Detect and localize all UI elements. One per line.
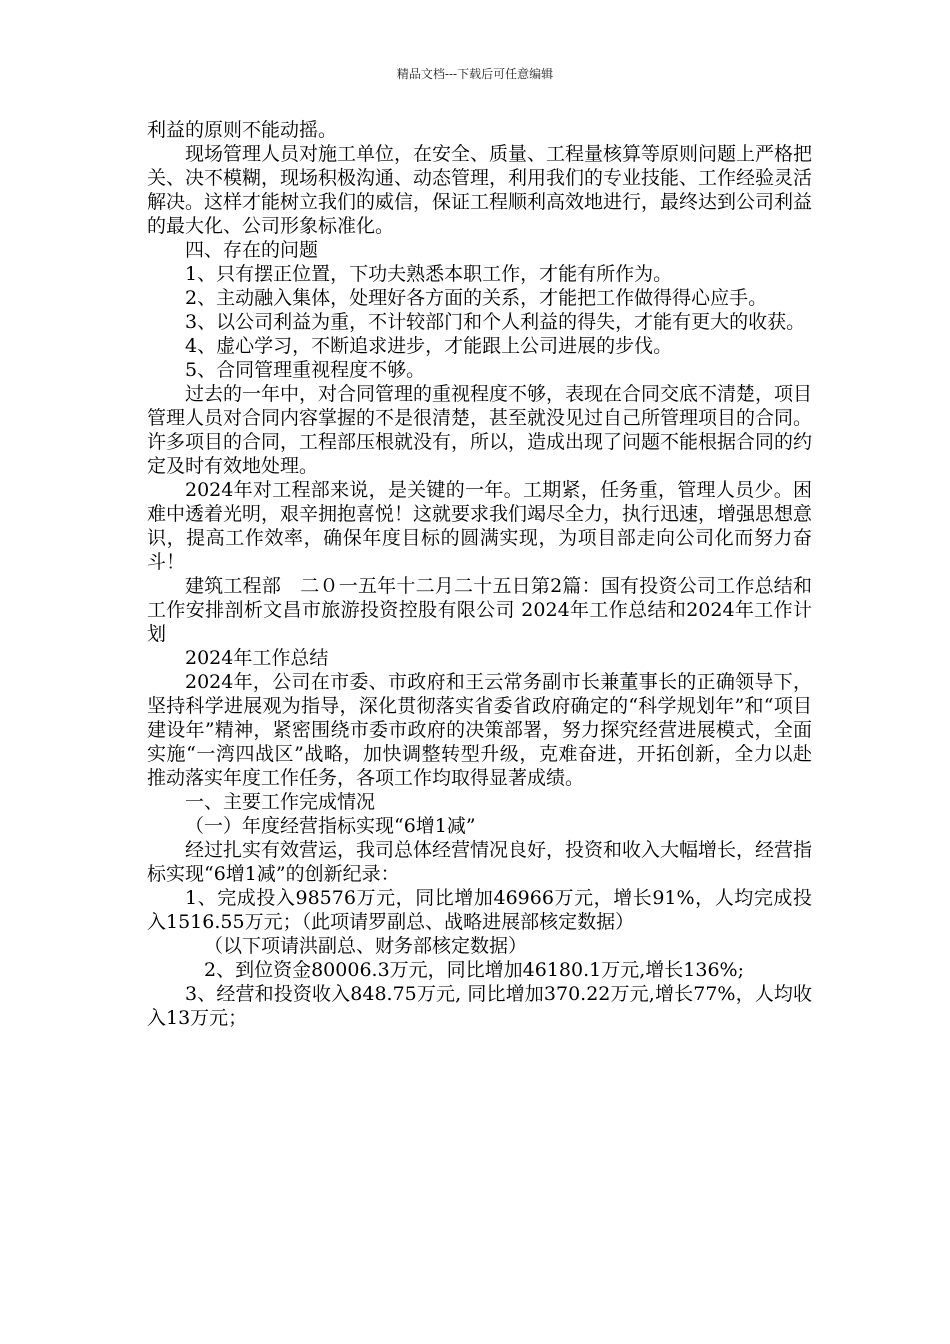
section-heading: （一）年度经营指标实现“6增1减” <box>185 815 476 837</box>
document-body <box>147 118 812 1030</box>
section-heading: 四、存在的问题 <box>185 239 319 261</box>
list-item: 1、只有摆正位置，下功夫熟悉本职工作，才能有所作为。 <box>185 263 673 285</box>
list-item: 3、以公司利益为重，不计较部门和个人利益的得失，才能有更大的收获。 <box>185 311 806 333</box>
paragraph: 2024年，公司在市委、市政府和王云常务副市长兼董事长的正确领导下，坚持科学进展观为指导，深化贯彻落实省委省政府确定的“科学规划年”和“项目建设年”精神，紧密围绕市委市政府的决策部署，努力探究经营进展模式，全面实施“一湾四战区”战略，加快调整转型升级，克难奋进，开拓创新，全力以赴推动落实年度工作任务，各项工作均取得显著成绩。 <box>147 671 812 789</box>
note: （以下项请洪副总、财务部核定数据） <box>204 935 528 957</box>
list-item: 4、虚心学习，不断追求进步，才能跟上公司进展的步伐。 <box>185 335 673 357</box>
paragraph: 过去的一年中，对合同管理的重视程度不够，表现在合同交底不清楚，项目管理人员对合同内容掌握的不是很清楚，甚至就没见过自己所管理项目的合同。许多项目的合同，工程部压根就没有，所以，造成出现了问题不能根据合同的约定及时有效地处理。 <box>147 383 813 477</box>
list-item: 2、到位资金80006.3万元，同比增加46180.1万元,增长136%; <box>204 959 744 981</box>
paragraph: 2024年对工程部来说，是关键的一年。工期紧，任务重，管理人员少。困难中透着光明，艰辛拥抱喜悦！这就要求我们竭尽全力，执行迅速，增强思想意识，提高工作效率，确保年度目标的圆满实现，为项目部走向公司化而努力奋斗！ <box>147 479 813 573</box>
list-item: 2、主动融入集体，处理好各方面的关系，才能把工作做得得心应手。 <box>185 287 768 309</box>
page-header: 精品文档---下载后可任意编辑 <box>396 67 554 81</box>
section-heading: 一、主要工作完成情况 <box>185 791 376 813</box>
paragraph: 利益的原则不能动摇。 <box>147 119 338 141</box>
section-heading: 2024年工作总结 <box>185 647 329 669</box>
list-item: 3、经营和投资收入848.75万元, 同比增加370.22万元,增长77%，人均收入13万元； <box>147 983 812 1029</box>
paragraph: 建筑工程部 二０一五年十二月二十五日第2篇：国有投资公司工作总结和工作安排剖析文昌市旅游投资控股有限公司 2024年工作总结和2024年工作计划 <box>147 575 812 645</box>
list-item: 5、合同管理重视程度不够。 <box>185 359 426 381</box>
paragraph: 经过扎实有效营运，我司总体经营情况良好，投资和收入大幅增长，经营指标实现“6增1减”的创新纪录： <box>147 839 813 885</box>
paragraph: 现场管理人员对施工单位，在安全、质量、工程量核算等原则问题上严格把关、决不模糊，现场积极沟通、动态管理，利用我们的专业技能、工作经验灵活解决。这样才能树立我们的威信，保证工程顺利高效地进行，最终达到公司利益的最大化、公司形象标准化。 <box>147 143 813 237</box>
list-item: 1、完成投入98576万元，同比增加46966万元，增长91%，人均完成投入1516.55万元；（此项请罗副总、战略进展部核定数据） <box>147 887 812 933</box>
